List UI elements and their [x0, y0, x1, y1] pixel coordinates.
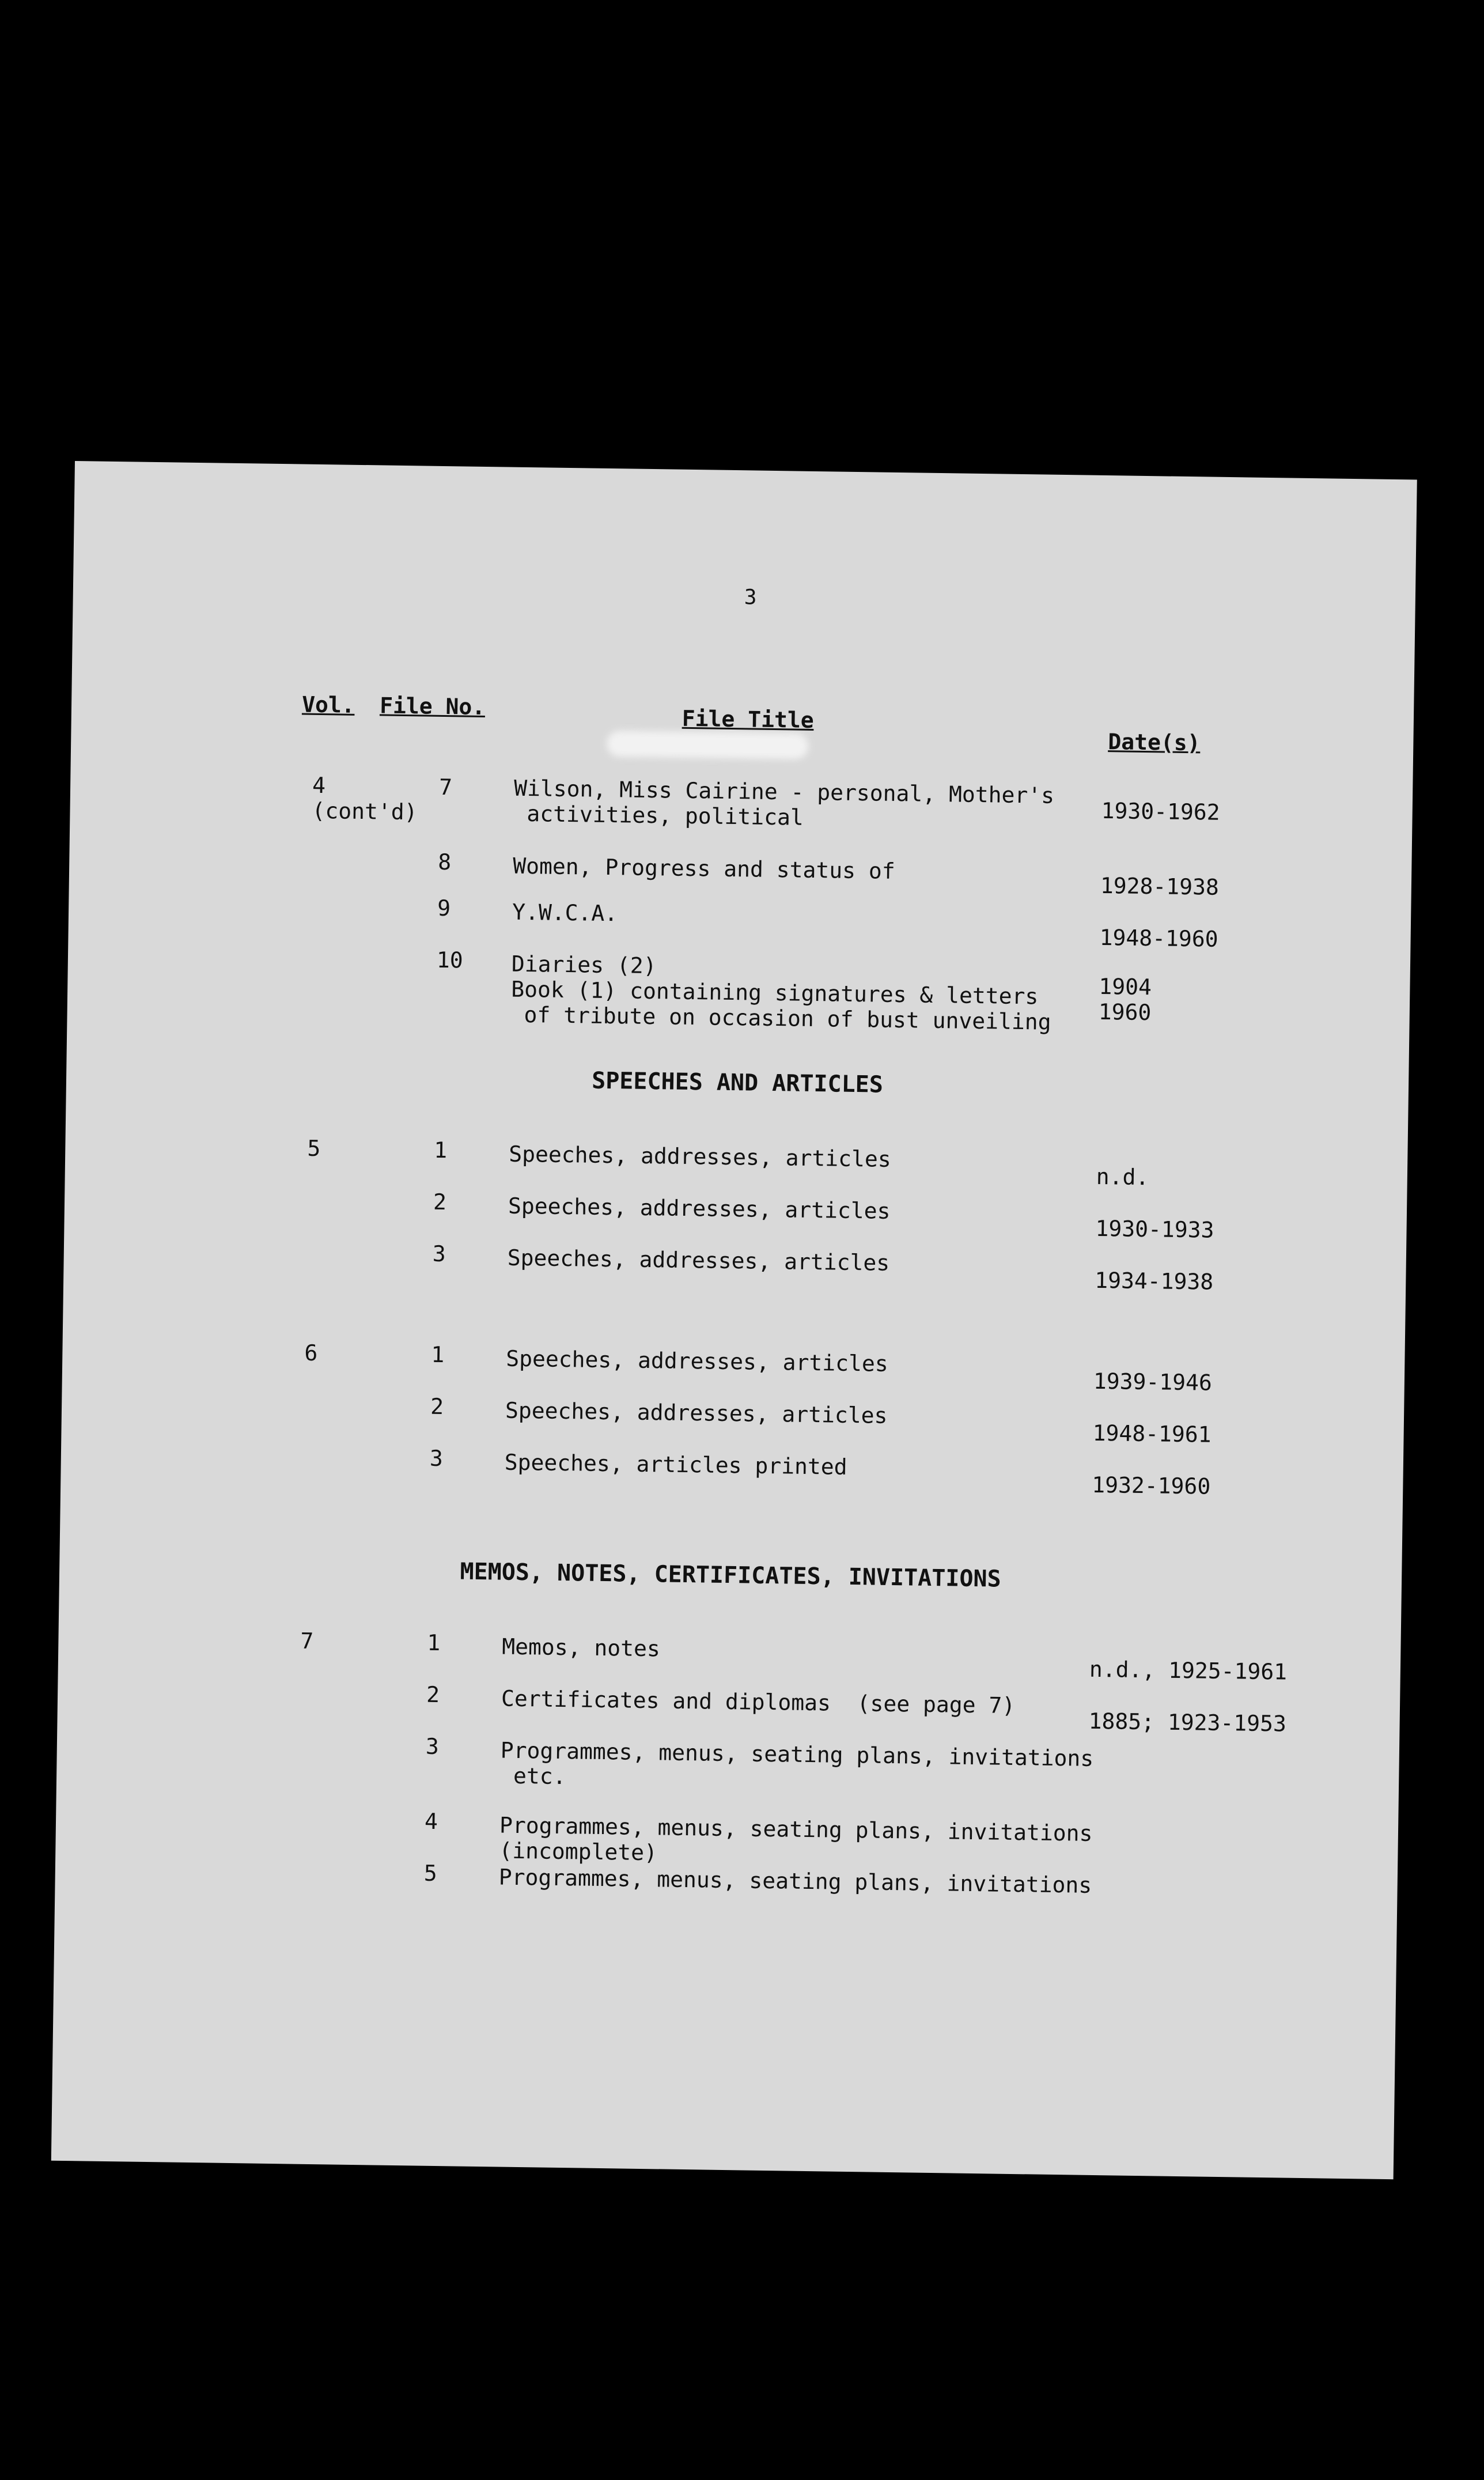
row-file: 1 [427, 1630, 441, 1656]
row-title: Certificates and diplomas (see page 7) [501, 1685, 1016, 1718]
row-date: 1948-1961 [1092, 1420, 1212, 1447]
page-number: 3 [744, 585, 757, 610]
section-memos: MEMOS, NOTES, CERTIFICATES, INVITATIONS [460, 1558, 1001, 1593]
row-date: n.d., 1925-1961 [1089, 1656, 1288, 1685]
row-title: Diaries (2) Book (1) containing signatures & letters of tribute on occasion of bust unveiling [510, 951, 1051, 1035]
row-date: 1934-1938 [1095, 1267, 1214, 1295]
row-date: 1932-1960 [1092, 1472, 1211, 1499]
row-title: Y.W.C.A. [512, 899, 618, 927]
row-title: Speeches, addresses, articles [508, 1193, 891, 1224]
row-date: 1928-1938 [1100, 872, 1220, 900]
row-date: 1885; 1923-1953 [1088, 1708, 1287, 1737]
row-date: 1930-1933 [1095, 1215, 1214, 1243]
row-file: 5 [423, 1860, 438, 1887]
row-file: 3 [425, 1733, 440, 1760]
row-title: Wilson, Miss Cairine - personal, Mother's activities, political [513, 775, 1055, 830]
erasure-mark [607, 731, 809, 759]
row-date: 1939-1946 [1093, 1368, 1213, 1396]
row-vol: 5 [307, 1135, 321, 1162]
row-title: Women, Progress and status of [512, 853, 895, 884]
row-file: 8 [438, 849, 452, 875]
row-file: 3 [429, 1445, 444, 1472]
row-file: 2 [430, 1393, 444, 1420]
row-title: Speeches, addresses, articles [507, 1245, 890, 1276]
row-file: 7 [438, 774, 453, 800]
row-date: 1948-1960 [1099, 924, 1218, 952]
row-file: 3 [432, 1241, 446, 1267]
row-file: 10 [436, 947, 464, 973]
row-file: 4 [424, 1808, 438, 1835]
row-title: Speeches, addresses, articles [508, 1141, 891, 1172]
row-title: Programmes, menus, seating plans, invitations etc. [499, 1737, 1094, 1790]
row-title: Programmes, menus, seating plans, invitations (incomplete) [499, 1812, 1093, 1866]
row-date: 1930-1962 [1101, 797, 1220, 825]
row-file: 1 [434, 1137, 448, 1163]
row-file: 9 [437, 895, 451, 921]
row-file: 1 [431, 1341, 445, 1368]
header-dates: Date(s) [1108, 729, 1201, 756]
row-title: Speeches, articles printed [504, 1449, 847, 1480]
header-file-no: File No. [379, 693, 486, 720]
row-file: 2 [426, 1681, 440, 1708]
row-file: 2 [433, 1189, 447, 1215]
row-title: Programmes, menus, seating plans, invitations [498, 1864, 1092, 1898]
document-page [51, 461, 1417, 2179]
row-vol: 6 [304, 1340, 318, 1366]
header-vol: Vol. [301, 691, 355, 718]
row-vol: 7 [300, 1628, 314, 1654]
row-title: Speeches, addresses, articles [505, 1397, 888, 1428]
section-speeches: SPEECHES AND ARTICLES [591, 1067, 884, 1098]
row-date: n.d. [1096, 1163, 1149, 1190]
row-date: 1904 1960 [1098, 973, 1152, 1026]
row-title: Memos, notes [502, 1634, 661, 1662]
header-file-title: File Title [682, 705, 814, 733]
row-vol: 4 (cont'd) [312, 772, 418, 825]
row-title: Speeches, addresses, articles [506, 1345, 889, 1377]
